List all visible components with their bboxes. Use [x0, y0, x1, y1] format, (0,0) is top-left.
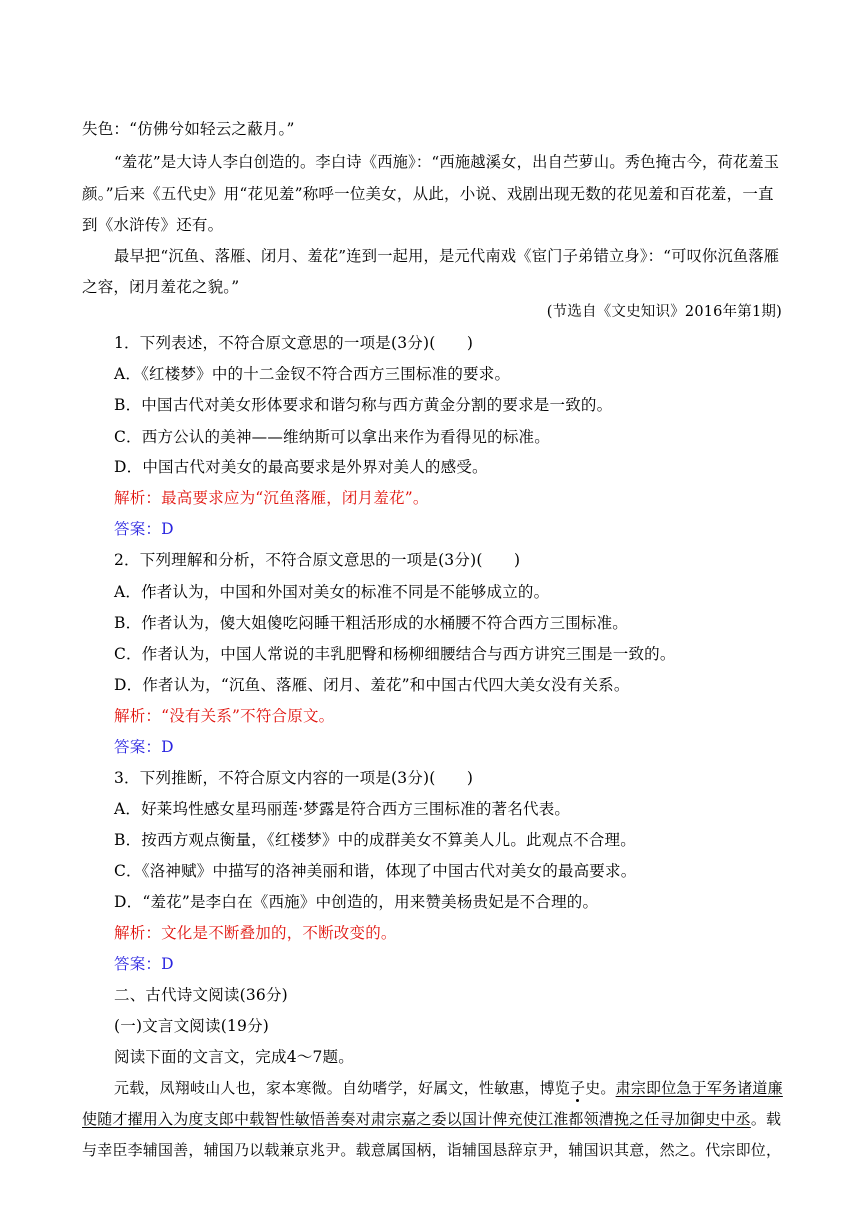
- classical-text-line-2: [82, 1109, 782, 1129]
- q2-option-c: C．作者认为，中国人常说的丰乳肥臀和杨柳细腰结合与西方讲究三围是一致的。: [114, 645, 676, 663]
- underlined-sentence: 使随才擢用入为度支郎中载智性敏悟善奏对肃宗嘉之委以国计俾充使江淮都领漕挽之任寻加御史中丞: [82, 1110, 751, 1128]
- q1-stem: 1．下列表述，不符合原文意思的一项是(3分)( ): [114, 334, 474, 352]
- passage-source: (节选自《文史知识》2016年第1期): [546, 304, 782, 320]
- q3-stem: 3．下列推断，不符合原文内容的一项是(3分)( ): [114, 769, 474, 787]
- classical-text-mid: 史。: [585, 1079, 616, 1097]
- underlined-sentence-start: 肃宗即位急于军务诸道廉: [615, 1079, 783, 1097]
- section-2-subtitle: (一)文言文阅读(19分): [114, 1017, 270, 1035]
- q3-option-a: A．好莱坞性感女星玛丽莲·梦露是符合西方三围标准的著名代表。: [114, 800, 571, 818]
- q1-option-a: A．《红楼梦》中的十二金钗不符合西方三围标准的要求。: [114, 365, 511, 383]
- section-2-instruction: 阅读下面的文言文，完成4～7题。: [114, 1048, 354, 1066]
- passage-line-4: 到《水浒传》还有。: [82, 216, 224, 234]
- q2-analysis: 解析：“没有关系”不符合原文。: [114, 707, 335, 725]
- q2-stem: 2．下列理解和分析，不符合原文意思的一项是(3分)( ): [114, 551, 521, 569]
- dotted-character: 子: [570, 1079, 586, 1097]
- classical-text-line-1: [114, 1078, 782, 1098]
- q3-analysis: 解析：文化是不断叠加的，不断改变的。: [114, 924, 397, 942]
- q3-option-d: D．“羞花”是李白在《西施》中创造的，用来赞美杨贵妃是不合理的。: [114, 893, 599, 911]
- passage-line-5: 最早把“沉鱼、落雁、闭月、羞花”连到一起用，是元代南戏《宦门子弟错立身》：“可叹你沉鱼落雁: [114, 247, 780, 265]
- q3-option-c: C．《洛神赋》中描写的洛神美丽和谐，体现了中国古代对美女的最高要求。: [114, 862, 637, 880]
- passage-line-6: 之容，闭月羞花之貌。”: [82, 278, 240, 296]
- classical-text-start: 元载，凤翔岐山人也，家本寒微。自幼嗜学，好属文，性敏惠，博览: [114, 1079, 571, 1097]
- passage-line-1: 失色：“仿佛兮如轻云之蔽月。”: [82, 120, 295, 138]
- q1-option-c: C．西方公认的美神——维纳斯可以拿出来作为看得见的标准。: [114, 428, 550, 446]
- passage-line-3: 颜。”后来《五代史》用“花见羞”称呼一位美女，从此，小说、戏剧出现无数的花见羞和百花羞，一直: [82, 185, 774, 203]
- q2-option-d: D．作者认为，“沉鱼、落雁、闭月、羞花”和中国古代四大美女没有关系。: [114, 676, 630, 694]
- classical-text-line-3: 与幸臣李辅国善，辅国乃以载兼京兆尹。载意属国柄，诣辅国恳辞京尹，辅国识其意，然之。代宗即位，: [82, 1141, 782, 1159]
- q2-option-a: A．作者认为，中国和外国对美女的标准不同是不能够成立的。: [114, 583, 550, 601]
- q2-answer: 答案：D: [114, 738, 174, 756]
- q1-answer: 答案：D: [114, 520, 174, 538]
- q1-analysis: 解析：最高要求应为“沉鱼落雁，闭月羞花”。: [114, 489, 429, 507]
- q3-option-b: B．按西方观点衡量，《红楼梦》中的成群美女不算美人儿。此观点不合理。: [114, 831, 636, 849]
- q2-option-b: B．作者认为，傻大姐傻吃闷睡干粗活形成的水桶腰不符合西方三围标准。: [114, 614, 628, 632]
- q3-answer: 答案：D: [114, 955, 174, 973]
- q1-option-b: B．中国古代对美女形体要求和谐匀称与西方黄金分割的要求是一致的。: [114, 396, 613, 414]
- passage-line-2: “羞花”是大诗人李白创造的。李白诗《西施》：“西施越溪女，出自苎萝山。秀色掩古今，荷花羞玉: [114, 153, 780, 171]
- section-2-title: 二、古代诗文阅读(36分): [114, 986, 288, 1004]
- classical-text-line-2-end: 。载: [750, 1110, 782, 1128]
- q1-option-d: D．中国古代对美女的最高要求是外界对美人的感受。: [114, 458, 488, 476]
